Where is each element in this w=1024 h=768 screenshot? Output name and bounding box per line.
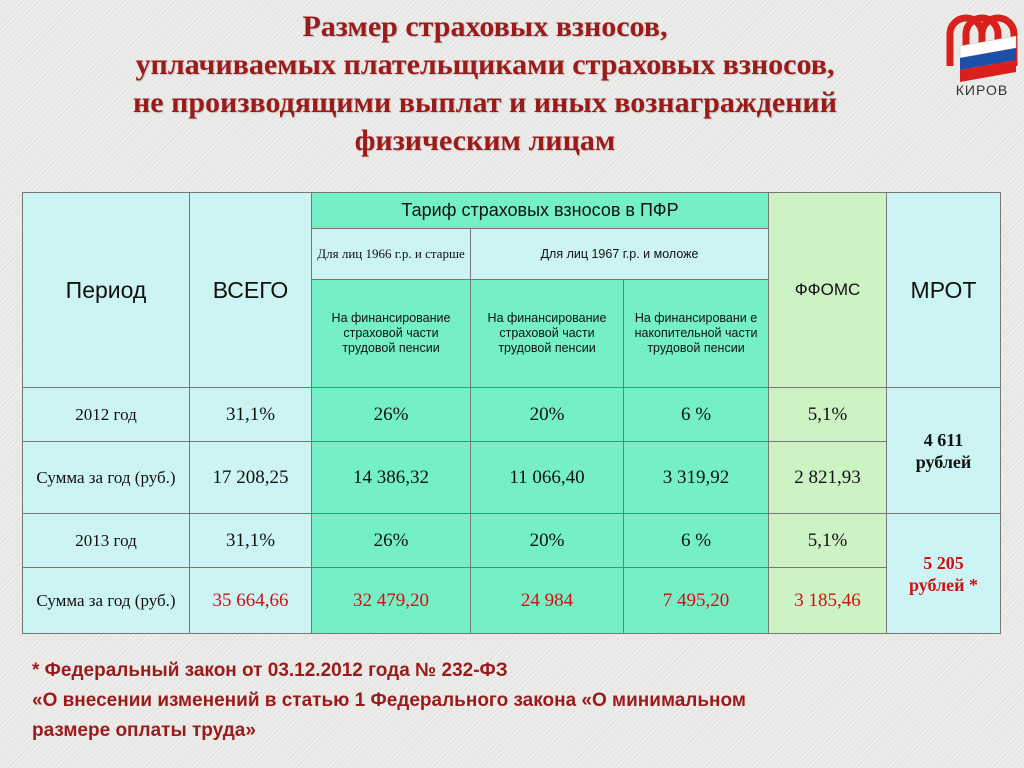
cell-ffoms: 5,1%	[769, 514, 887, 568]
cell-mrot-2013	[887, 514, 1001, 634]
header-insurance-1966: На финансирование страховой части трудовой пенсии	[312, 280, 471, 388]
cell-funded-1967: 6 %	[624, 388, 769, 442]
cell-insurance-1967: 20%	[471, 388, 624, 442]
table-row	[23, 568, 1001, 634]
cell-insurance-1967: 20%	[471, 514, 624, 568]
row-label: 2012 год	[23, 388, 190, 442]
cell-insurance-1966: 14 386,32	[312, 442, 471, 514]
header-ffoms: ФФОМС	[769, 193, 887, 388]
cell-funded-1967: 3 319,92	[624, 442, 769, 514]
cell-total: 31,1%	[190, 514, 312, 568]
cell-insurance-1966: 32 479,20	[312, 568, 471, 634]
title-line-2: уплачиваемых плательщиками страховых взносов,	[135, 48, 835, 81]
header-group-1966: Для лиц 1966 г.р. и старше	[312, 229, 471, 280]
header-group-1967: Для лиц 1967 г.р. и моложе	[471, 229, 769, 280]
cell-ffoms: 2 821,93	[769, 442, 887, 514]
contributions-table	[22, 192, 1001, 634]
title-line-3: не производящими выплат и иных вознаграждений	[132, 86, 837, 119]
cell-funded-1967: 7 495,20	[624, 568, 769, 634]
footnote-line-3: размере оплаты труда»	[32, 720, 256, 741]
header-insurance-1967: На финансирование страховой части трудовой пенсии	[471, 280, 624, 388]
header-period: Период	[23, 193, 190, 388]
cell-insurance-1966: 26%	[312, 514, 471, 568]
cell-insurance-1966: 26%	[312, 388, 471, 442]
table-row	[23, 514, 1001, 568]
title-line-1: Размер страховых взносов,	[302, 10, 668, 43]
row-label: Сумма за год (руб.)	[23, 442, 190, 514]
cell-insurance-1967: 11 066,40	[471, 442, 624, 514]
cell-insurance-1967: 24 984	[471, 568, 624, 634]
slide-title	[40, 8, 930, 160]
cell-ffoms: 3 185,46	[769, 568, 887, 634]
row-label: Сумма за год (руб.)	[23, 568, 190, 634]
footnote-line-2: «О внесении изменений в статью 1 Федерального закона «О минимальном	[32, 690, 746, 711]
mrot-2013-amount: 5 205	[923, 552, 964, 573]
header-total: ВСЕГО	[190, 193, 312, 388]
title-line-4: физическим лицам	[354, 124, 616, 157]
cell-total: 17 208,25	[190, 442, 312, 514]
table-row	[23, 388, 1001, 442]
table-row	[23, 442, 1001, 514]
footnote-line-1: * Федеральный закон от 03.12.2012 года № 232-ФЗ	[32, 660, 508, 681]
header-mrot: МРОТ	[887, 193, 1001, 388]
mrot-2013-unit: рублей *	[908, 574, 979, 595]
cell-total: 35 664,66	[190, 568, 312, 634]
mrot-2012-amount: 4 611	[923, 429, 964, 450]
cell-funded-1967: 6 %	[624, 514, 769, 568]
footnote	[32, 656, 992, 746]
cell-total: 31,1%	[190, 388, 312, 442]
pfr-emblem-icon	[940, 4, 1024, 84]
logo-caption: КИРОВ	[955, 82, 1009, 98]
cell-mrot-2012	[887, 388, 1001, 514]
pfr-logo	[940, 4, 1024, 104]
row-label: 2013 год	[23, 514, 190, 568]
header-pfr-tariff: Тариф страховых взносов в ПФР	[312, 193, 769, 229]
cell-ffoms: 5,1%	[769, 388, 887, 442]
mrot-2012-unit: рублей	[915, 451, 972, 472]
header-funded-1967: На финансировани е накопительной части трудовой пенсии	[624, 280, 769, 388]
